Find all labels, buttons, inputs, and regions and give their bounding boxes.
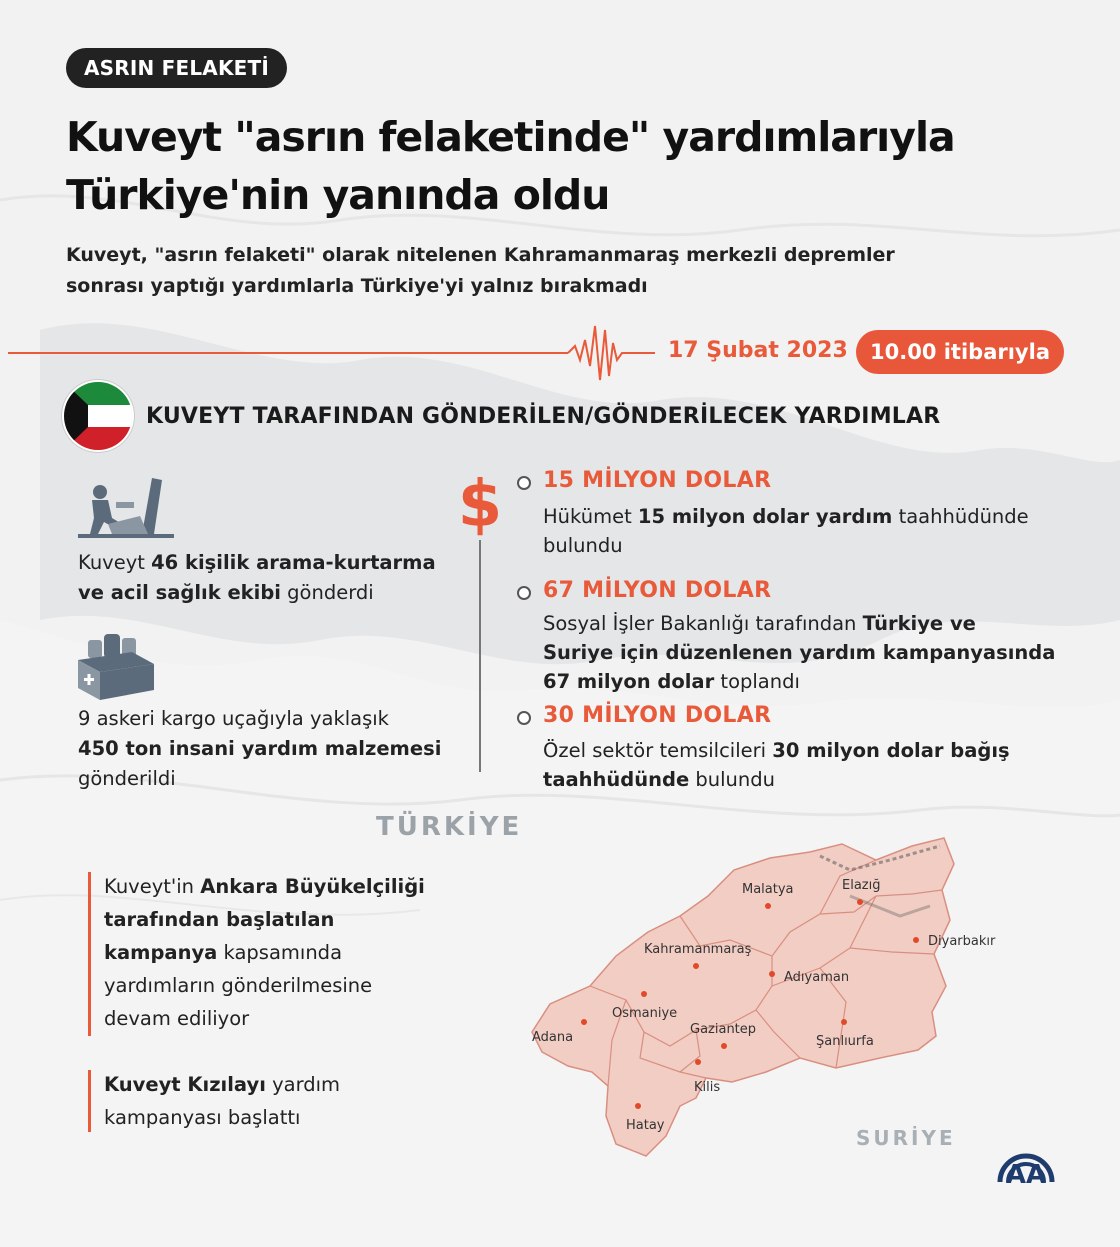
country-label-syria: SURİYE <box>856 1126 956 1150</box>
note-1-bold-3: kampanya <box>104 941 218 964</box>
bullet-circle <box>517 476 531 490</box>
note-2-line-2: kampanyası başlattı <box>104 1106 301 1129</box>
earthquake-region-map <box>520 836 960 1166</box>
right-item-3 <box>543 736 1010 794</box>
bullet-circle <box>517 586 531 600</box>
subtitle-line-2: sonrası yaptığı yardımlarla Türkiye'yi yalnız bırakmadı <box>66 275 648 297</box>
right-item-1-line-2: bulundu <box>543 534 623 557</box>
note-2-bold: Kuveyt Kızılayı <box>104 1073 266 1096</box>
city-label: Adana <box>532 1030 574 1045</box>
left-item-1-bold-2: ve acil sağlık ekibi <box>78 581 281 604</box>
country-label-turkey: TÜRKİYE <box>376 812 523 842</box>
city-label: Gaziantep <box>690 1022 757 1037</box>
right-item-2-text: Sosyal İşler Bakanlığı tarafından <box>543 612 863 635</box>
left-item-2-bold: 450 ton insani yardım malzemesi <box>78 737 442 760</box>
note-1-line-4: yardımların gönderilmesine <box>104 974 373 997</box>
date-label: 17 Şubat 2023 <box>668 338 848 363</box>
page-title <box>66 108 1066 224</box>
amount-30: 30 MİLYON DOLAR <box>543 703 772 728</box>
left-item-1-text: Kuveyt <box>78 551 152 574</box>
note-1-bold: Ankara Büyükelçiliği <box>200 875 425 898</box>
note-2-text: yardım <box>265 1073 341 1096</box>
note-2 <box>104 1068 340 1134</box>
left-item-2-line-1: 9 askeri kargo uçağıyla yaklaşık <box>78 707 389 730</box>
note-accent-bar <box>88 872 91 1036</box>
city-label: Hatay <box>626 1118 665 1133</box>
left-item-1-bold: 46 kişilik arama-kurtarma <box>151 551 436 574</box>
note-1-line-5: devam ediliyor <box>104 1007 250 1030</box>
aa-logo-text: AA <box>1005 1160 1047 1188</box>
seismograph-line <box>0 318 660 390</box>
right-item-2-bold-2: Suriye için düzenlenen yardım kampanyasında <box>543 641 1056 664</box>
kuwait-flag-icon <box>64 382 132 450</box>
note-1-text: Kuveyt'in <box>104 875 201 898</box>
column-divider <box>479 540 481 772</box>
city-label: Kilis <box>694 1080 721 1095</box>
note-1-bold-2: tarafından başlatılan <box>104 908 335 931</box>
subtitle <box>66 240 1026 302</box>
right-item-3-text-2: bulundu <box>689 768 776 791</box>
amount-15: 15 MİLYON DOLAR <box>543 468 772 493</box>
right-item-1-text: Hükümet <box>543 505 638 528</box>
city-label: Şanlıurfa <box>816 1034 874 1049</box>
aa-logo-icon <box>996 1134 1056 1188</box>
subtitle-line-1: Kuveyt, "asrın felaketi" olarak nitelenen Kahramanmaraş merkezli depremler <box>66 244 895 266</box>
city-label: Kahramanmaraş <box>644 942 752 957</box>
right-item-1 <box>543 502 1029 560</box>
note-1-text-3: kapsamında <box>217 941 343 964</box>
right-item-2-bold: Türkiye ve <box>862 612 976 635</box>
city-label: Diyarbakır <box>928 934 996 949</box>
right-item-3-text: Özel sektör temsilcileri <box>543 739 773 762</box>
city-label: Malatya <box>742 882 794 897</box>
right-item-3-bold: 30 milyon dolar bağış <box>772 739 1010 762</box>
right-item-2-text-3: toplandı <box>714 670 800 693</box>
left-item-2 <box>78 704 441 794</box>
right-item-2-bold-3: 67 milyon dolar <box>543 670 715 693</box>
time-badge: 10.00 itibarıyla <box>856 330 1064 374</box>
left-item-1-text-2: gönderdi <box>280 581 374 604</box>
right-item-3-bold-2: taahhüdünde <box>543 768 690 791</box>
city-label: Elazığ <box>842 878 881 893</box>
right-item-1-bold: 15 milyon dolar yardım <box>637 505 893 528</box>
category-tag: ASRIN FELAKETİ <box>66 48 287 88</box>
section-title: KUVEYT TARAFINDAN GÖNDERİLEN/GÖNDERİLECEK YARDIMLAR <box>146 404 941 429</box>
dollar-icon <box>456 466 504 538</box>
svg-text:$: $ <box>457 468 503 538</box>
title-line-2: Türkiye'nin yanında oldu <box>66 171 610 219</box>
title-line-1: Kuveyt "asrın felaketinde" yardımlarıyla <box>66 113 955 161</box>
right-item-2 <box>543 609 1055 696</box>
bullet-circle <box>517 711 531 725</box>
amount-67: 67 MİLYON DOLAR <box>543 578 772 603</box>
aid-box-icon <box>78 630 154 700</box>
city-label: Adıyaman <box>784 970 850 985</box>
right-item-1-text-2: taahhüdünde <box>892 505 1029 528</box>
left-item-1 <box>78 548 436 608</box>
city-label: Osmaniye <box>612 1006 678 1021</box>
left-item-2-line-3: gönderildi <box>78 767 176 790</box>
note-1 <box>104 870 425 1035</box>
note-accent-bar <box>88 1070 91 1132</box>
rescue-worker-icon <box>78 472 174 544</box>
